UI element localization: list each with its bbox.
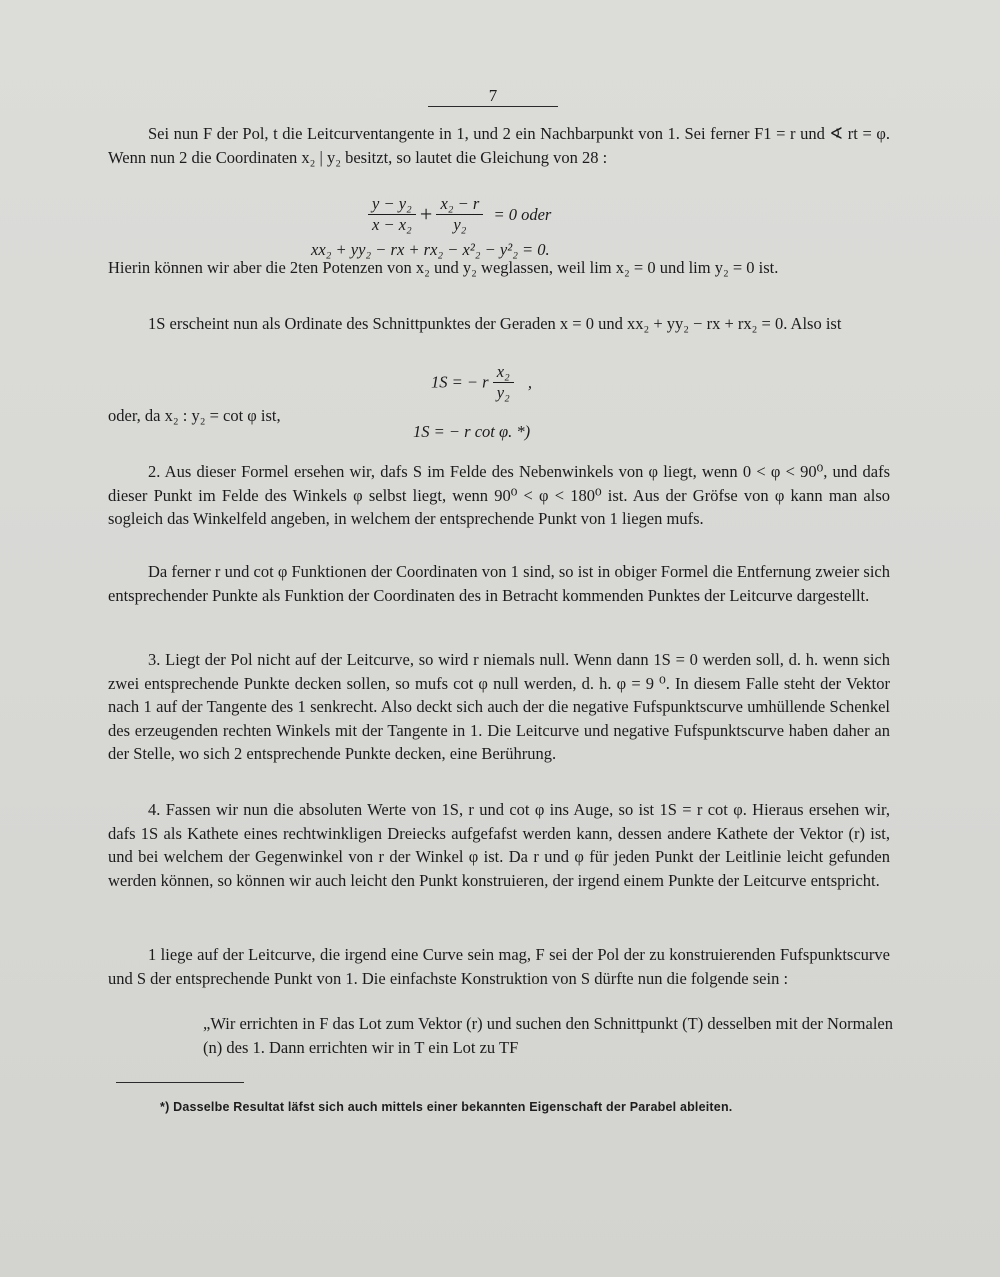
fraction-2 [436,194,483,235]
plus-sign: + [419,201,433,227]
paragraph-4: 4. Fassen wir nun die absoluten Werte von 1S, r und cot φ ins Auge, so ist 1S = r cot φ. Hieraus ersehen wir, dafs 1S als Kathete eines rechtwinkligen Dreiecks aufgefafst werden kann, dessen andere Kathete der Vektor (r) ist, und bei welchem der Gegenwinkel von r der Winkel φ ist. Da r und φ für jeden Punkt der Leitlinie leicht gefunden werden können, so können wir auch leicht den Punkt konstruieren, der irgend einem Punkte der Leitcurve entspricht. [108,800,890,890]
paragraph-2: 2. Aus dieser Formel ersehen wir, dafs S im Felde des Nebenwinkels von φ liegt, wenn 0 < φ < 90⁰, und dafs dieser Punkt im Felde des Winkels φ selbst liegt, wenn 90⁰ < φ < 180⁰ ist. Aus der Gröfse von φ kann man also sogleich das Winkelfeld angeben, in welchem der entsprechende Punkt von 1 liegen mufs. [108,462,890,528]
fraction-2-numerator: x₂ − r [436,194,483,215]
paragraph-1-intro: Sei nun F der Pol, t die Leitcurventangente in 1, und 2 ein Nachbarpunkt von 1. Sei ferner F1 = r und ∢ rt = φ. Wenn nun 2 die Coordinaten x₂ | y₂ besitzt, so lautet die Gleichung von 28 : [108,124,890,167]
equation-1S-fraction [431,362,532,403]
fraction-1 [368,194,416,235]
fraction-1-numerator: y − y₂ [368,194,416,215]
page-number: 7 [488,86,498,105]
header-rule [428,106,558,107]
paragraph-1-higher-powers: Hierin können wir aber die 2ten Potenzen von x₂ und y₂ weglassen, weil lim x₂ = 0 und lim y₂ = 0 ist. [108,258,779,277]
fraction-3 [493,362,514,403]
fraction-3-denominator: y₂ [496,383,510,402]
paragraph-1-ordinate: 1S erscheint nun als Ordinate des Schnittpunktes der Geraden x = 0 und xx₂ + yy₂ − rx + rx₂ = 0. Also ist [148,314,842,333]
fraction-1-denominator: x − x₂ [372,215,412,234]
paragraph-2-continued: Da ferner r und cot φ Funktionen der Coordinaten von 1 sind, so ist in obiger Formel die Entfernung zweier sich entsprechender Punkte als Funktion der Coordinaten des in Betracht kommenden Punktes der Leitcurve dargestellt. [108,562,890,605]
footnote: *) Dasselbe Resultat läfst sich auch mittels einer bekannten Eigenschaft der Parabel ableiten. [160,1100,733,1114]
equation-1S-cot: 1S = − r cot φ. *) [413,422,531,441]
equation-1S-tail: , [527,372,533,392]
construction-quote: „Wir errichten in F das Lot zum Vektor (r) und suchen den Schnittpunkt (T) desselben mit der Normalen (n) des 1. Dann errichten wir in T ein Lot zu TF [203,1014,893,1057]
equation-expanded: xx₂ + yy₂ − rx + rx₂ − x²₂ − y²₂ = 0. [311,240,550,259]
fraction-3-numerator: x₂ [493,362,514,383]
footnote-rule [116,1082,244,1083]
equation-line-28 [368,194,551,235]
paragraph-1-cot: oder, da x₂ : y₂ = cot φ ist, [108,406,281,425]
fraction-2-denominator: y₂ [453,215,467,234]
paragraph-3: 3. Liegt der Pol nicht auf der Leitcurve, so wird r niemals null. Wenn dann 1S = 0 werden soll, d. h. wenn sich zwei entsprechende Punkte decken sollen, so mufs cot φ null werden, d. h. φ = 9 ⁰. In diesem Falle steht der Vektor nach 1 auf der Tangente des 1 senkrecht. Also deckt sich auch der die negative Fufspunktscurve umhüllende Schenkel des erzeugenden rechten Winkels mit der Tangente in 1. Die Leitcurve und negative Fufspunktscurve haben daher an der Stelle, wo sich 2 entsprechende Punkte decken, eine Berührung. [108,650,890,763]
equation-1S-left: 1S = − r [431,372,489,392]
equation-tail: = 0 oder [493,204,552,224]
paragraph-4-construction: 1 liege auf der Leitcurve, die irgend eine Curve sein mag, F sei der Pol der zu konstruierenden Fufspunktscurve und S der entsprechende Punkt von 1. Die einfachste Konstruktion von S dürfte nun die folgende sein : [108,945,890,988]
